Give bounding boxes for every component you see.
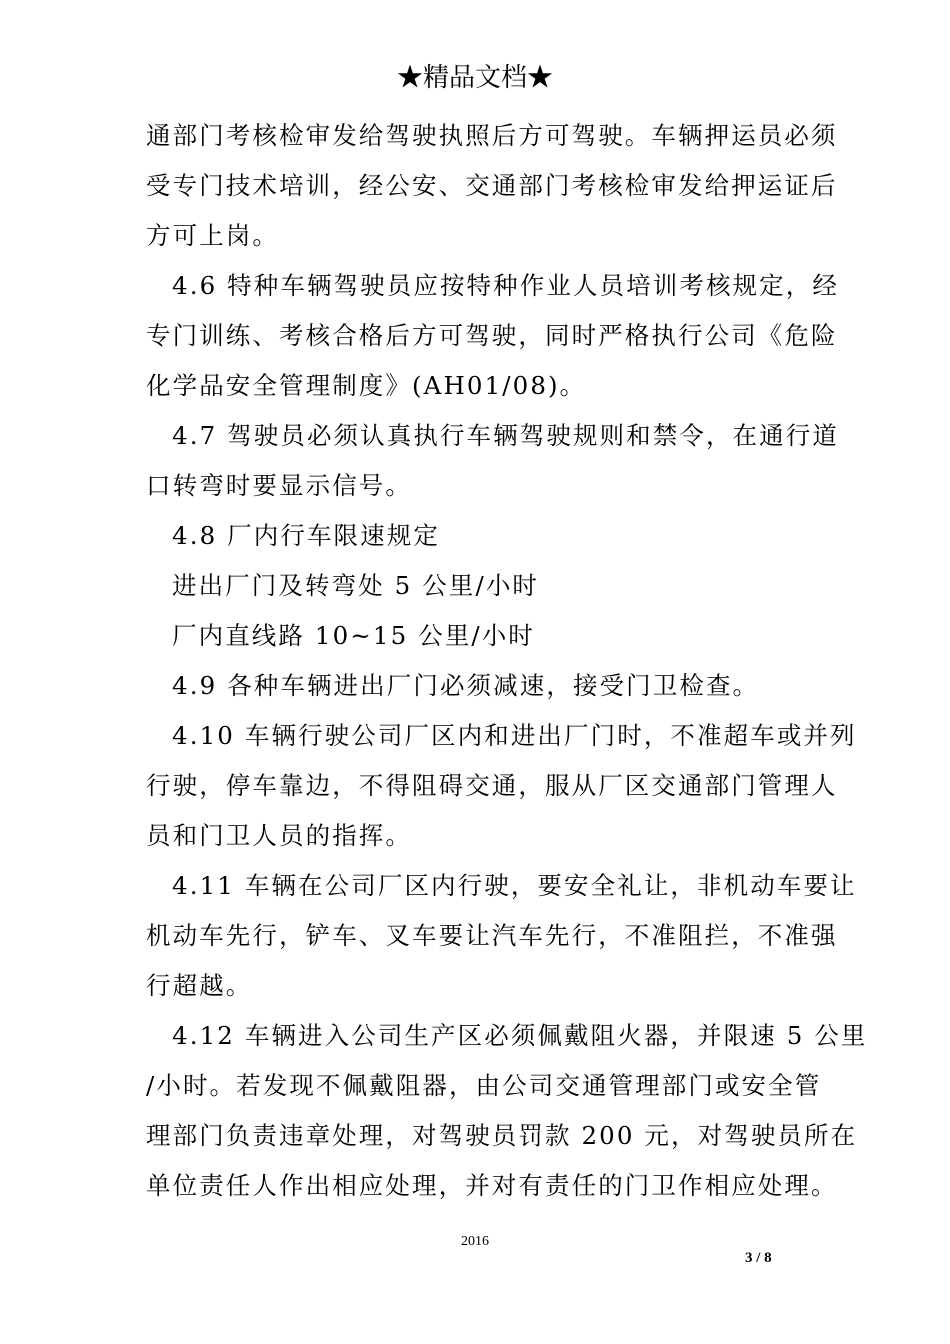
text-line: 4.9 各种车辆进出厂门必须减速，接受门卫检查。 <box>172 671 760 700</box>
page-header-title: ★精品文档★ <box>396 63 553 93</box>
text-line: 口转弯时要显示信号。 <box>146 471 412 500</box>
text-line: /小时。若发现不佩戴阻器，由公司交通管理部门或安全管 <box>146 1071 822 1100</box>
text-line: 单位责任人作出相应处理，并对有责任的门卫作相应处理。 <box>146 1171 838 1200</box>
text-line: 通部门考核检审发给驾驶执照后方可驾驶。车辆押运员必须 <box>146 121 838 150</box>
text-line: 4.8 厂内行车限速规定 <box>172 521 440 550</box>
footer-year: 2016 <box>461 1234 489 1249</box>
text-line: 受专门技术培训，经公安、交通部门考核检审发给押运证后 <box>146 171 838 200</box>
text-line: 4.12 车辆进入公司生产区必须佩戴阻火器，并限速 5 公里 <box>172 1021 868 1050</box>
text-line: 理部门负责违章处理，对驾驶员罚款 200 元，对驾驶员所在 <box>146 1121 858 1150</box>
text-line: 4.10 车辆行驶公司厂区内和进出厂门时，不准超车或并列 <box>172 721 857 750</box>
text-line: 进出厂门及转弯处 5 公里/小时 <box>172 571 540 600</box>
text-line: 行超越。 <box>146 971 253 1000</box>
document-body <box>146 113 868 1213</box>
text-line: 4.7 驾驶员必须认真执行车辆驾驶规则和禁令，在通行道 <box>172 421 839 450</box>
text-line: 行驶，停车靠边，不得阻碍交通，服从厂区交通部门管理人 <box>146 771 838 800</box>
text-line: 方可上岗。 <box>146 221 279 250</box>
page-number: 3 / 8 <box>745 1250 772 1266</box>
text-line: 化学品安全管理制度》(AH01/08)。 <box>146 371 587 400</box>
text-line: 员和门卫人员的指挥。 <box>146 821 412 850</box>
text-line: 机动车先行，铲车、叉车要让汽车先行，不准阻拦，不准强 <box>146 921 838 950</box>
text-line: 4.11 车辆在公司厂区内行驶，要安全礼让，非机动车要让 <box>172 871 857 900</box>
text-line: 4.6 特种车辆驾驶员应按特种作业人员培训考核规定，经 <box>172 271 839 300</box>
text-line: 厂内直线路 10~15 公里/小时 <box>172 621 535 650</box>
text-line: 专门训练、考核合格后方可驾驶，同时严格执行公司《危险 <box>146 321 838 350</box>
